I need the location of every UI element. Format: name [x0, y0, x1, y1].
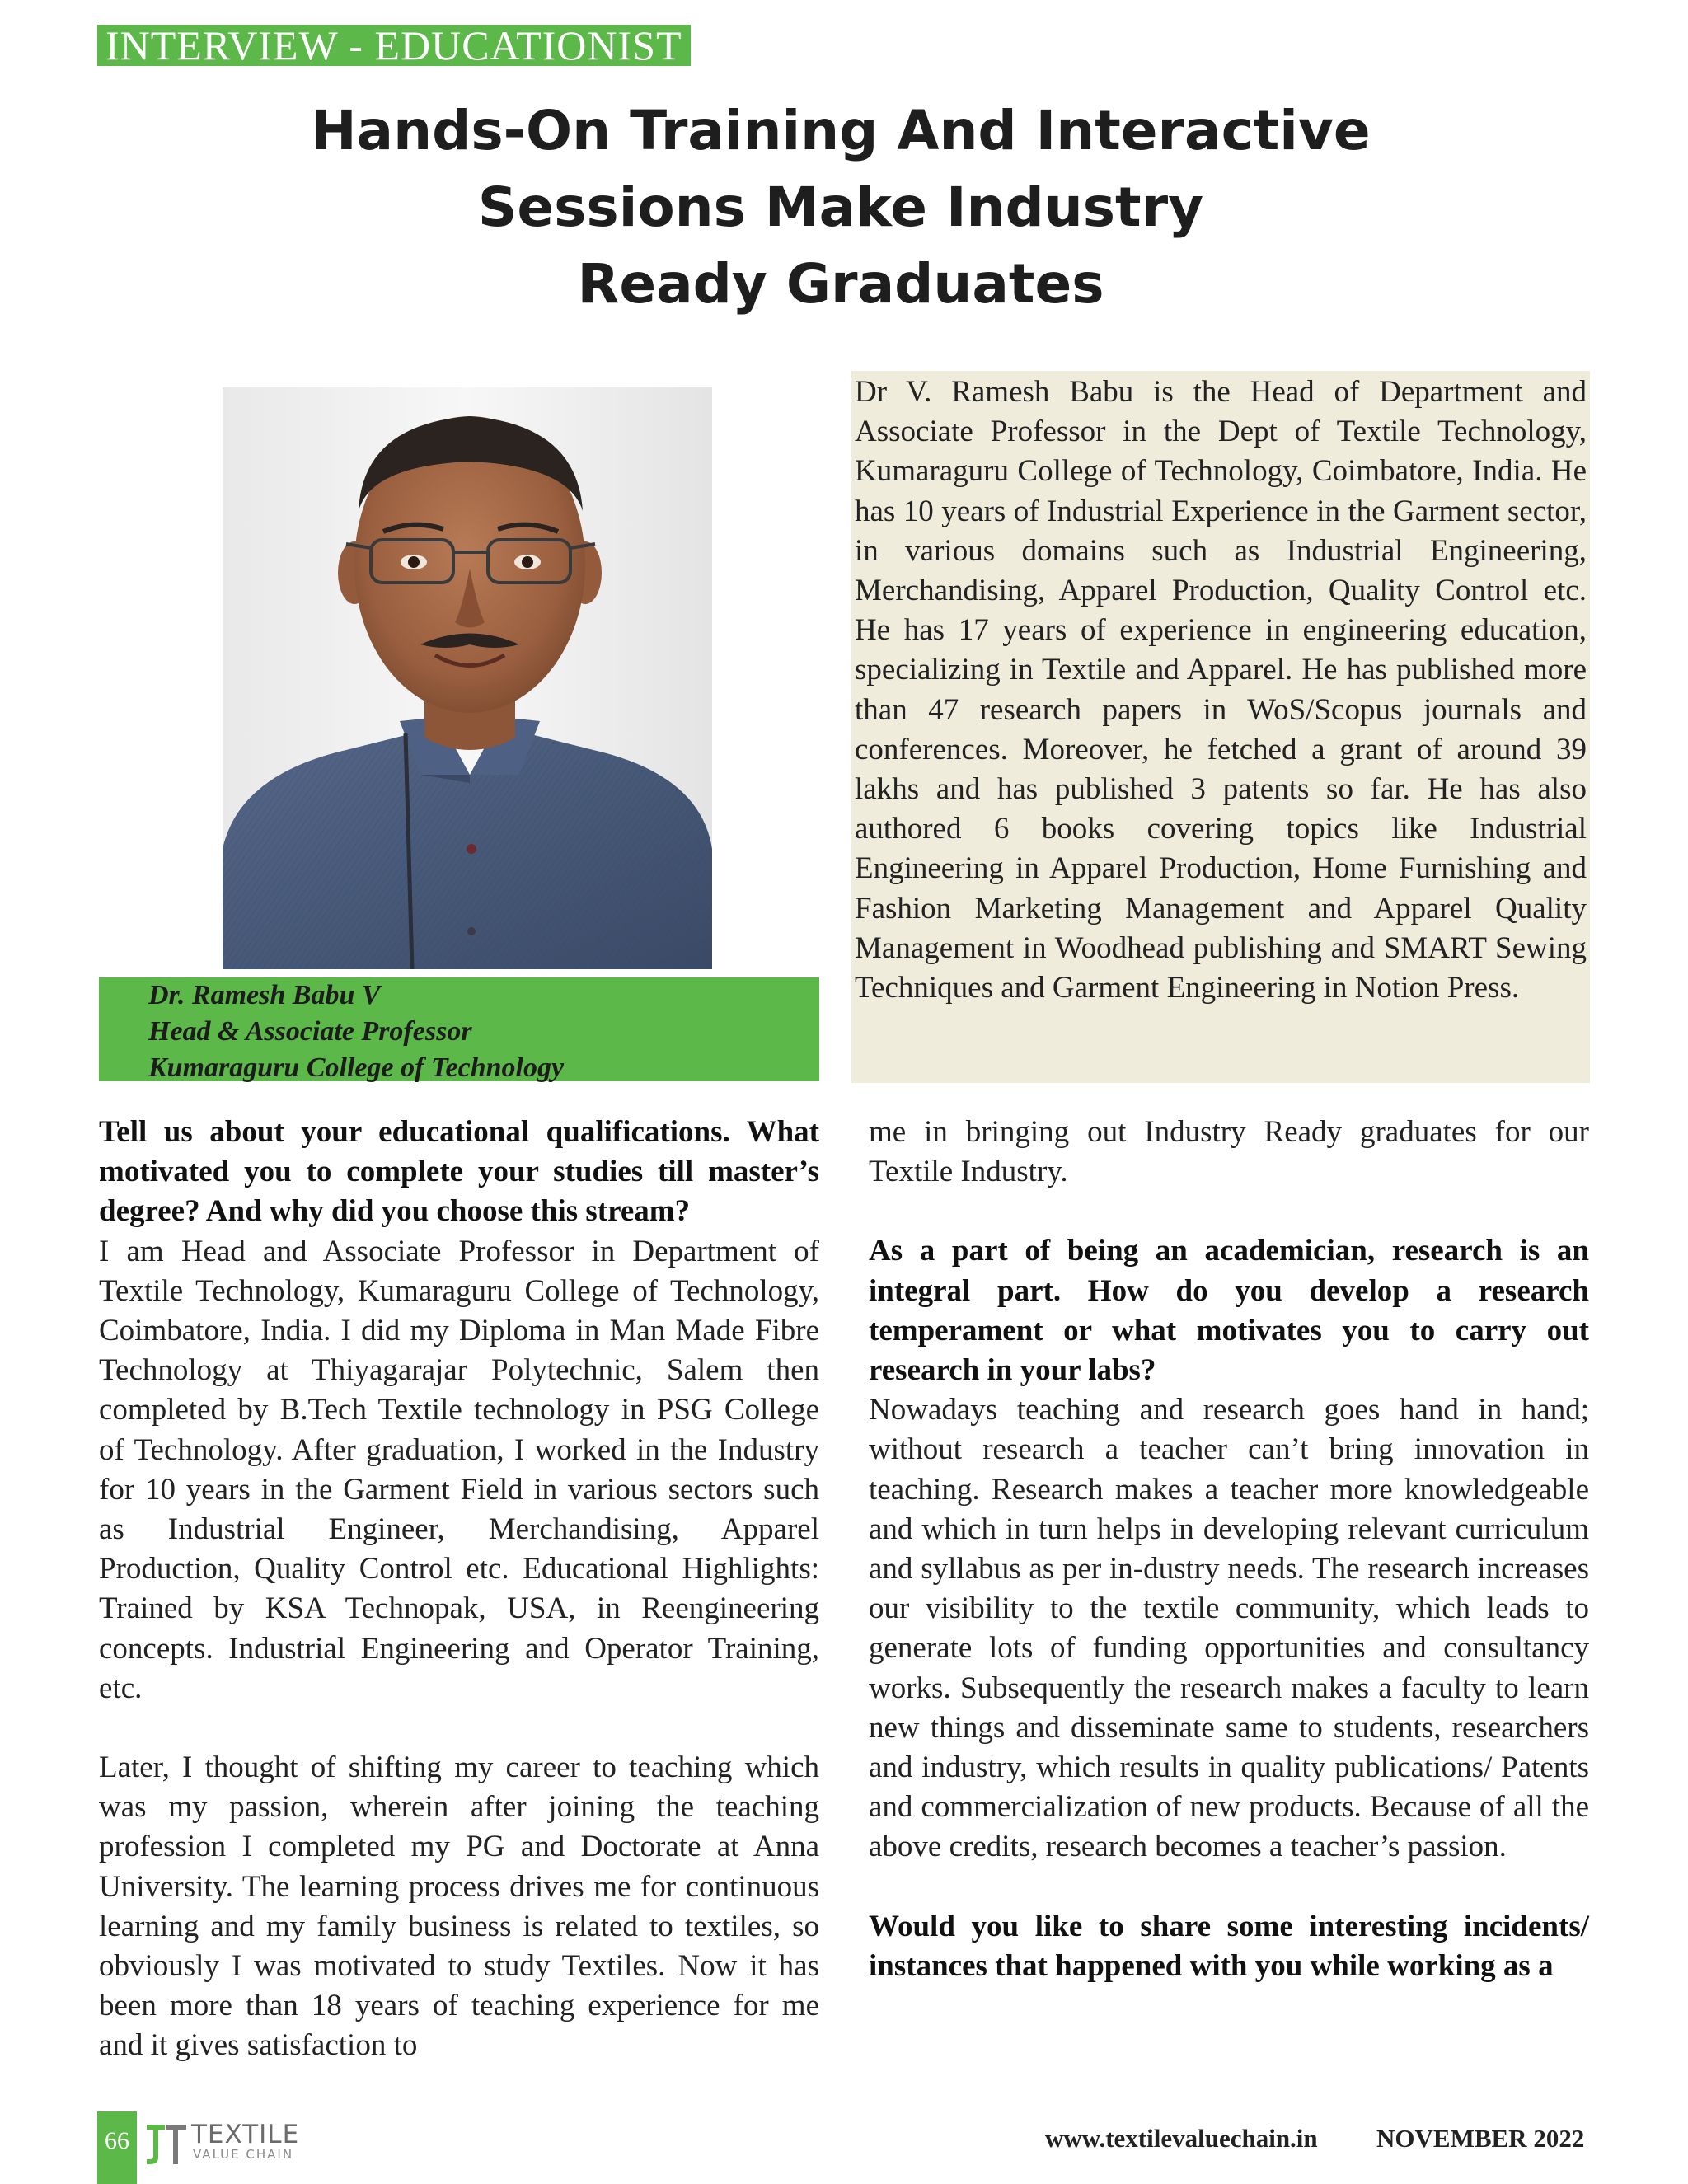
section-tag: INTERVIEW - EDUCATIONIST: [97, 25, 691, 66]
question-2: As a part of being an academician, research is an integral part. How do you develop a research temperament or what motivates you to carry out research in your labs?: [869, 1234, 1589, 1388]
right-column: [869, 1113, 1589, 1986]
answer-1-paragraph-1: I am Head and Associate Professor in Department of Textile Technology, Kumaraguru College of Technology, Coimbatore, India. I did my Diploma in Man Made Fibre Technology at Thiyagarajar Polytechnic, Salem then completed by B.Tech Textile technology in PSG College of Technology. After graduation, I worked in the Industry for 10 years in the Garment Field in various sectors such as Industrial Engineer, Merchandising, Apparel Production, Quality Control etc. Educational Highlights: Trained by KSA Technopak, USA, in Reengineering concepts. Industrial Engineering and Operator Training, etc.: [99, 1234, 819, 1705]
caption-title: Head & Associate Professor: [148, 1016, 472, 1047]
photo-caption: [99, 977, 819, 1081]
answer-1-paragraph-2: Later, I thought of shifting my career to teaching which was my passion, wherein after joining the teaching profession I completed my PG and Doctorate at Anna University. The learning process drives me for continuous learning and my family business is related to textiles, so obviously I was motivated to study Textiles. Now it has been more than 18 years of teaching experience for me and it gives satisfaction to: [99, 1750, 819, 2063]
headline-line-2: Sessions Make Industry: [477, 176, 1204, 239]
answer-1-continued: me in bringing out Industry Ready graduates for our Textile Industry.: [869, 1115, 1589, 1189]
left-column: [99, 1113, 819, 2066]
page-number: 66: [105, 2127, 129, 2154]
headline-line-3: Ready Graduates: [577, 252, 1104, 316]
headline-line-1: Hands-On Training And Interactive: [311, 99, 1371, 162]
question-1: Tell us about your educational qualifications. What motivated you to complete your studies till master’s degree? And why did you choose this stream?: [99, 1115, 819, 1229]
caption-institution: Kumaraguru College of Technology: [148, 1052, 565, 1083]
footer-date: NOVEMBER 2022: [1376, 2124, 1585, 2153]
headline: [247, 92, 1434, 322]
caption-name: Dr. Ramesh Babu V: [148, 980, 381, 1010]
logo-wordmark: TEXTILE: [191, 2120, 300, 2149]
logo-subtitle: VALUE CHAIN: [193, 2147, 294, 2162]
question-3: Would you like to share some interesting incidents/ instances that happened with you while working as a: [869, 1909, 1589, 1983]
footer-url: www.textilevaluechain.in: [1045, 2124, 1318, 2153]
answer-2: Nowadays teaching and research goes hand in hand; without research a teacher can’t bring innovation in teaching. Research makes a teacher more knowledgeable and which in turn helps in developing relevant curriculum and syllabus as per in-dustry needs. The research increases our visibility to the textile community, which leads to generate lots of funding opportunities and consultancy works. Subsequently the research makes a faculty to learn new things and disseminate same to students, researchers and industry, which results in quality publications/ Patents and commercialization of new products. Because of all the above credits, research becomes a teacher’s passion.: [869, 1393, 1589, 1864]
bio-box: Dr V. Ramesh Babu is the Head of Department and Associate Professor in the Dept of Textile Technology, Kumaraguru College of Technology, Coimbatore, India. He has 10 years of Industrial Experience in the Garment sector, in various domains such as Industrial Engineering, Merchandising, Apparel Production, Quality Control etc. He has 17 years of experience in engineering education, specializing in Textile and Apparel. He has published more than 47 research papers in WoS/Scopus journals and conferences. Moreover, he fetched a grant of around 39 lakhs and has published 3 patents so far. He has also authored 6 books covering topics like Industrial Engineering in Apparel Production, Home Furnishing and Fashion Marketing Management and Apparel Quality Management in Woodhead publishing and SMART Sewing Techniques and Garment Engineering in Notion Press.: [851, 371, 1590, 1083]
portrait-photo: [223, 387, 712, 969]
